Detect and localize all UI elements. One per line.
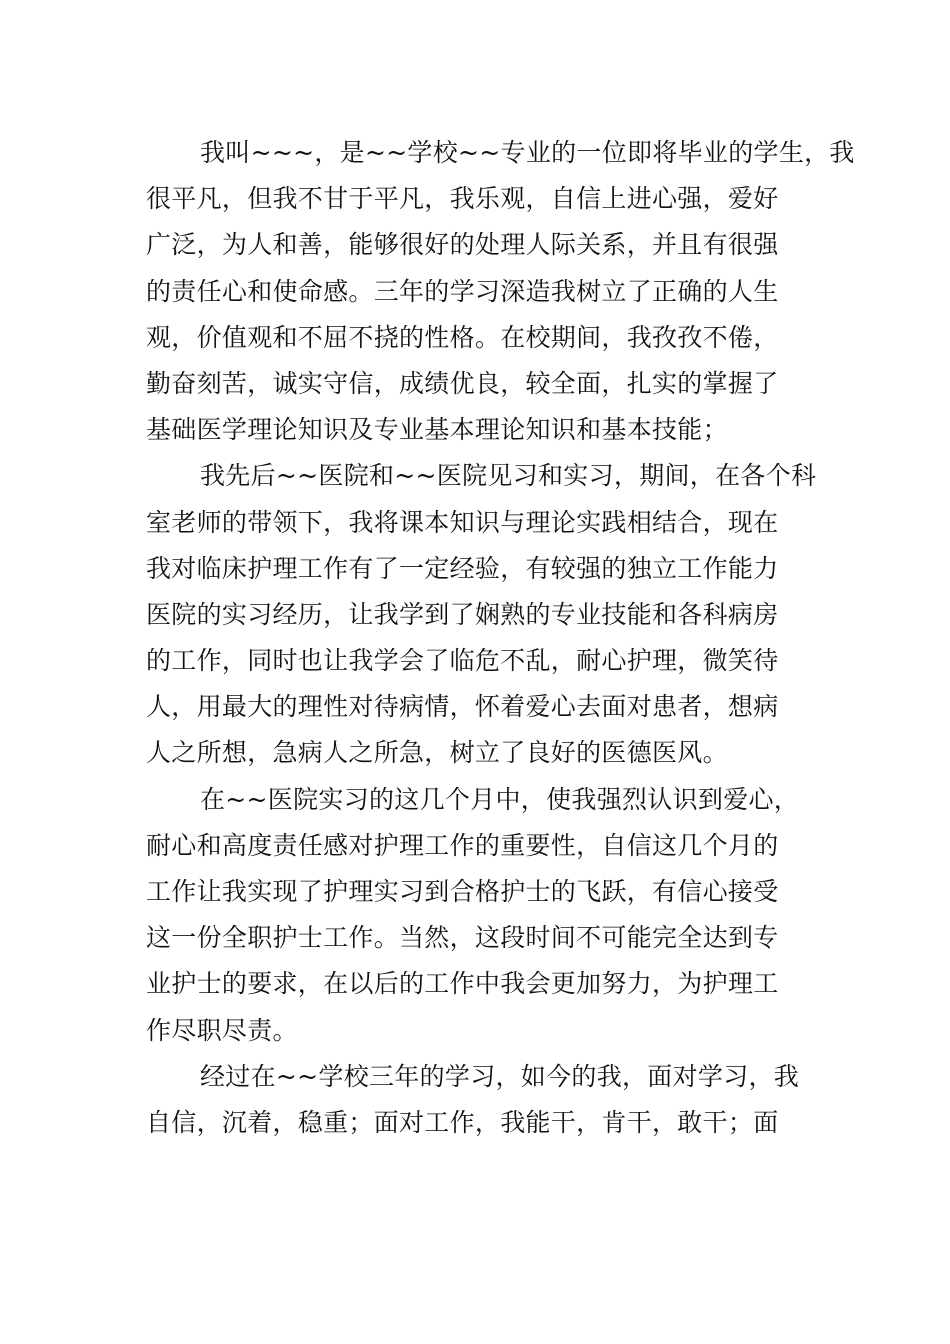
text-line: 自信，沉着，稳重；面对工作，我能干，肯干，敢干；面	[146, 1107, 779, 1137]
text-line: 我先后~~医院和~~医院见习和实习，期间，在各个科	[200, 461, 817, 491]
text-line: 我叫~~~，是~~学校~~专业的一位即将毕业的学生，我	[200, 138, 855, 167]
text-line: 很平凡，但我不甘于平凡，我乐观，自信上进心强，爱好	[146, 184, 779, 214]
paragraph-3	[146, 777, 808, 1054]
paragraph-1	[146, 130, 855, 453]
text-line: 的责任心和使命感。三年的学习深造我树立了正确的人生	[146, 276, 779, 306]
text-line: 工作让我实现了护理实习到合格护士的飞跃，有信心接受	[146, 877, 779, 906]
text-line: 勤奋刻苦，诚实守信，成绩优良，较全面，扎实的掌握了	[146, 368, 779, 398]
text-line: 人之所想，急病人之所急，树立了良好的医德医风。	[146, 738, 728, 768]
paragraph-2	[146, 453, 817, 776]
text-line: 人，用最大的理性对待病情，怀着爱心去面对患者，想病	[146, 692, 779, 722]
text-line: 作尽职尽责。	[146, 1015, 298, 1045]
text-line: 医院的实习经历，让我学到了娴熟的专业技能和各科病房	[146, 599, 779, 629]
text-line: 广泛，为人和善，能够很好的处理人际关系，并且有很强	[146, 230, 779, 260]
text-line: 我对临床护理工作有了一定经验，有较强的独立工作能力	[146, 553, 779, 583]
text-line: 基础医学理论知识及专业基本理论知识和基本技能；	[146, 415, 728, 445]
document-body	[146, 130, 855, 1146]
text-line: 经过在~~学校三年的学习，如今的我，面对学习，我	[200, 1061, 800, 1091]
text-line: 这一份全职护士工作。当然，这段时间不可能完全达到专	[146, 923, 779, 953]
text-line: 室老师的带领下，我将课本知识与理论实践相结合，现在	[146, 507, 779, 537]
text-line: 耐心和高度责任感对护理工作的重要性，自信这几个月的	[146, 830, 779, 860]
text-line: 的工作，同时也让我学会了临危不乱，耐心护理，微笑待	[146, 646, 779, 676]
paragraph-4	[146, 1054, 808, 1146]
text-line: 观，价值观和不屈不挠的性格。在校期间，我孜孜不倦，	[146, 322, 779, 352]
text-line: 在~~医院实习的这几个月中，使我强烈认识到爱心，	[200, 784, 800, 814]
text-line: 业护士的要求，在以后的工作中我会更加努力，为护理工	[146, 969, 779, 999]
